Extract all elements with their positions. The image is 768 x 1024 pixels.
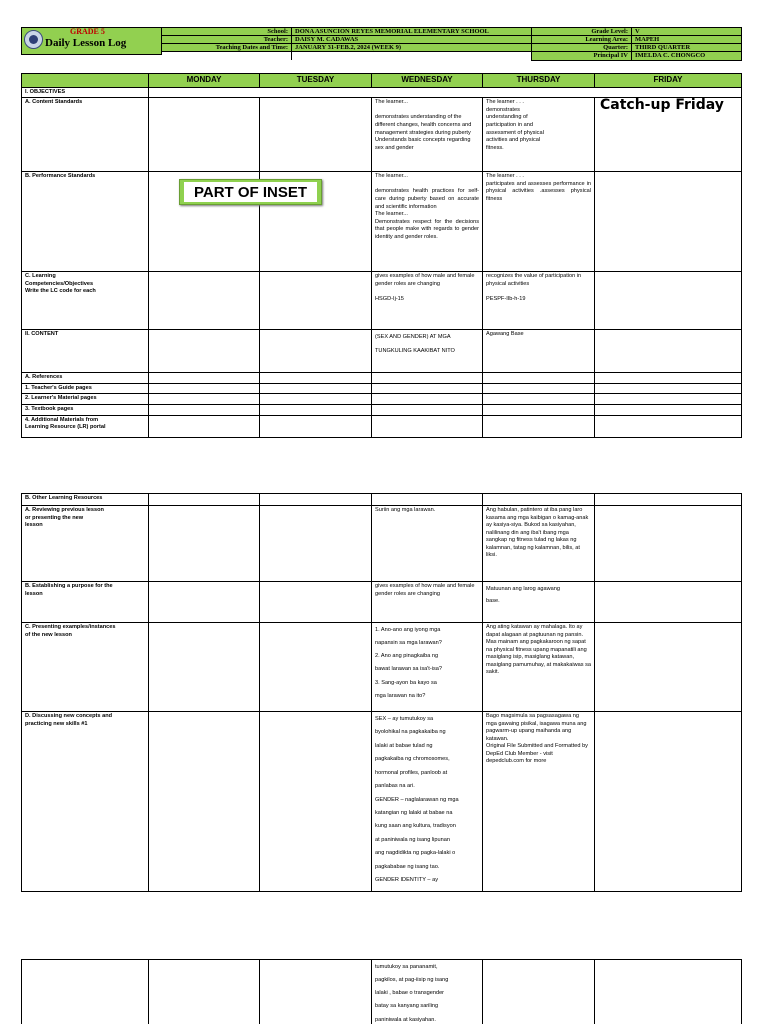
grade-label: GRADE 5 (70, 27, 105, 36)
reviewing-thursday: Ang habulan, patintero at iba pang laro kasama ang mga kaibigan o kamag-anak ay kasiya-siya. Bukod sa kasiyahan, nalilinang din ang iba't ibang mga sangkap ng fitness tulad ng lakas ng kalamnan, tatag ng kalamnan, bilis, at liksi. (483, 506, 595, 582)
content-wednesday: (SEX AND GENDER) AT MGA TUNGKULING KAAKIBAT NITO (372, 330, 483, 373)
principal-label: Principal IV (532, 52, 632, 60)
textbook-label: 3. Textbook pages (22, 404, 149, 415)
performance-standards-label: B. Performance Standards (22, 172, 149, 272)
competencies-wednesday: gives examples of how male and female gender roles are changing HSGD-Ij-15 (372, 272, 483, 330)
reviewing-label: A. Reviewing previous lesson or presenting the new lesson (22, 506, 149, 582)
performance-standards-wednesday: The learner... demonstrates health practices for self-care during puberty based on accurate and scientific information The learner... Demonstrates respect for the decisions that people make with regards to gender identity and gender roles. (372, 172, 483, 272)
performance-standards-thursday: The learner . . . participates and assesses performance in physical activities .assesses physical fitness (483, 172, 595, 272)
grade-level-value: V (632, 28, 742, 36)
purpose-label: B. Establishing a purpose for the lesson (22, 582, 149, 623)
principal-value: IMELDA C. CHONGCO (632, 52, 742, 60)
day-thursday: THURSDAY (483, 74, 595, 88)
competencies-thursday: recognizes the value of participation in physical activities PESPF-IIb-h-19 (483, 272, 595, 330)
day-friday: FRIDAY (595, 74, 742, 88)
content-standards-thursday: The learner . . . demonstrates understanding of participation in and assessment of physical activities and physical fitness. (483, 98, 595, 172)
day-tuesday: TUESDAY (260, 74, 372, 88)
part-of-inset-banner: PART OF INSET (179, 179, 322, 205)
teacher-label: Teacher: (162, 36, 292, 44)
examples-label: C. Presenting examples/instances of the new lesson (22, 623, 149, 712)
deped-seal-icon (24, 30, 43, 49)
learners-material-label: 2. Learner's Material pages (22, 394, 149, 405)
quarter-label: Quarter: (532, 44, 632, 52)
content-standards-label: A. Content Standards (22, 98, 149, 172)
content-thursday: Agawang Base (483, 330, 595, 373)
examples-thursday: Ang ating katawan ay mahalaga. Ito ay dapat alagaan at pagtuunan ng pansin. Mas mainam ang pagkakaroon ng sapat na physical fitness upang mapanatili ang masiglang isip, masiglang katawan, masiglang pamumuhay, at makakaiwas sa sakit. (483, 623, 595, 712)
competencies-label: C. Learning Competencies/Objectives Write the LC code for each (22, 272, 149, 330)
content-standards-wednesday: The learner... demonstrates understanding of the different changes, health concerns and management strategies during puberty Understands basic concepts regarding sex and gender (372, 98, 483, 172)
discussing-wednesday-continued: tumutukoy sa pananamit, pagkilos, at pag-iisip ng isang lalaki , babae o transgender batay sa kanyang sariling paniniwala at kasiyahan. (372, 960, 483, 1024)
content-label: II. CONTENT (22, 330, 149, 373)
day-wednesday: WEDNESDAY (372, 74, 483, 88)
dates-label: Teaching Dates and Time: (162, 44, 292, 52)
teachers-guide-label: 1. Teacher's Guide pages (22, 383, 149, 394)
learning-area-value: MAPEH (632, 36, 742, 44)
references-label: A. References (22, 373, 149, 384)
lesson-table-1 (21, 73, 742, 438)
learning-area-label: Learning Area: (532, 36, 632, 44)
lesson-table-2 (21, 493, 742, 892)
purpose-thursday: Matuunan ang larog agawang base. (483, 582, 595, 623)
school-label: School: (162, 28, 292, 36)
discussing-wednesday: SEX – ay tumutukoy sa byolohikal na pagkakaiba ng lalaki at babae tulad ng pagkakaiba ng chromosomes, hormonal profiles, panloob at panlabas na ari. GENDER – naglalarawan ng mga katangian ng lalaki at babae na kung saan ang kultura, tradisyon at paniniwala ng isang lipunan ang nagdidikta ng pagka-lalaki o pagkababae ng isang tao. GENDER IDENTITY – ay (372, 712, 483, 892)
school-value: DONA ASUNCION REYES MEMORIAL ELEMENTARY SCHOOL (292, 28, 532, 36)
objectives-label: I. OBJECTIVES (22, 87, 149, 98)
additional-materials-label: 4. Additional Materials from Learning Resource (LR) portal (22, 415, 149, 437)
catch-up-friday-label: Catch-up Friday (600, 97, 724, 113)
log-title: Daily Lesson Log (45, 37, 127, 49)
quarter-value: THIRD QUARTER (632, 44, 742, 52)
reviewing-wednesday: Suriin ang mga larawan. (372, 506, 483, 582)
header-table (161, 27, 742, 61)
teacher-value: DAISY M. CADAWAS (292, 36, 532, 44)
purpose-wednesday: gives examples of how male and female gender roles are changing (372, 582, 483, 623)
discussing-label: D. Discussing new concepts and practicing new skills #1 (22, 712, 149, 892)
lesson-table-3 (21, 959, 742, 1024)
other-resources-label: B. Other Learning Resources (22, 494, 149, 506)
examples-wednesday: 1. Ano-ano ang iyong mga napansin sa mga larawan? 2. Ano ang pinagkaiba ng bawat larawan sa isa't-isa? 3. Sang-ayon ba kayo sa mga larawan na ito? (372, 623, 483, 712)
grade-level-label: Grade Level: (532, 28, 632, 36)
corner-cell (22, 74, 149, 88)
discussing-thursday: Bago magsimula sa pagsasagawa ng mga gawaing pisikal, isagawa muna ang pagwarm-up upang maihanda ang katawan. Original File Submitted and Formatted by DepEd Club Member - visit depedclub.com for more (483, 712, 595, 892)
dates-value: JANUARY 31-FEB.2, 2024 (WEEK 9) (292, 44, 532, 52)
day-monday: MONDAY (149, 74, 260, 88)
